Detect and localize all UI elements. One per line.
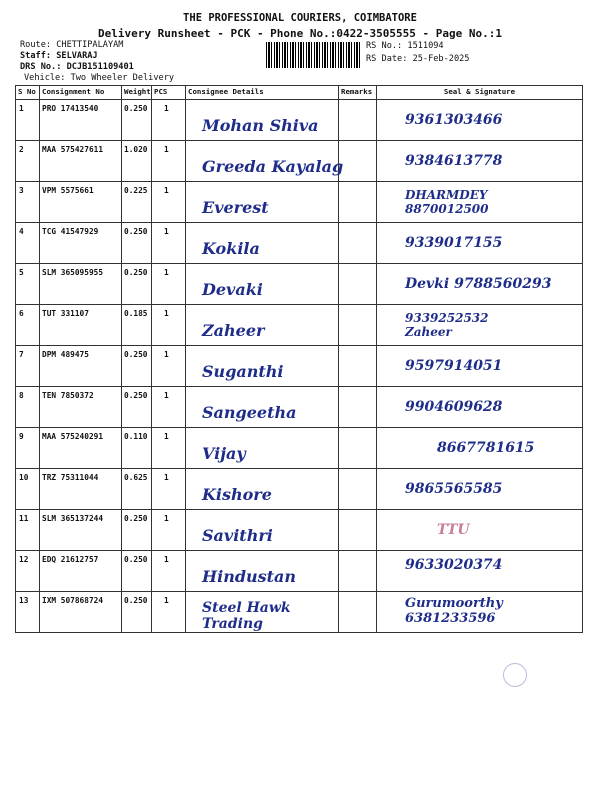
row-weight: 1.020 [124, 145, 148, 154]
row-pcs: 1 [164, 391, 169, 400]
row-weight: 0.250 [124, 391, 148, 400]
row-signature-handwriting: 9865565585 [405, 481, 503, 497]
row-consignee-handwriting: Greeda Kayalag [202, 157, 344, 176]
row-pcs: 1 [164, 227, 169, 236]
row-remarks [339, 264, 377, 305]
row-consignment: PRO 17413540 [42, 104, 99, 113]
table-row [16, 100, 583, 141]
row-sno: 10 [19, 473, 29, 482]
table-row [16, 346, 583, 387]
row-pcs: 1 [164, 555, 169, 564]
col-consignment: Consignment No [40, 86, 122, 100]
row-sno: 12 [19, 555, 29, 564]
table-header-row [16, 86, 583, 100]
row-signature-handwriting: Gurumoorthy 6381233596 [405, 596, 503, 626]
row-remarks [339, 182, 377, 223]
row-signature-handwriting: 9339017155 [405, 235, 503, 251]
row-consignment: MAA 575427611 [42, 145, 104, 154]
row-consignment: TCG 41547929 [42, 227, 99, 236]
table-row [16, 510, 583, 551]
row-sno: 4 [19, 227, 24, 236]
barcode [266, 42, 360, 68]
row-signature-handwriting: 9339252532 Zaheer [405, 311, 489, 339]
row-weight: 0.250 [124, 350, 148, 359]
row-weight: 0.250 [124, 227, 148, 236]
row-sno: 6 [19, 309, 24, 318]
row-consignee-handwriting: Vijay [202, 444, 246, 463]
row-pcs: 1 [164, 186, 169, 195]
row-consignee-handwriting: Kishore [202, 485, 272, 504]
row-pcs: 1 [164, 473, 169, 482]
row-consignee-handwriting: Devaki [202, 280, 263, 299]
row-sno: 11 [19, 514, 29, 523]
row-signature-handwriting: TTU [437, 522, 470, 538]
table-row [16, 428, 583, 469]
row-weight: 0.250 [124, 268, 148, 277]
row-remarks [339, 428, 377, 469]
row-sno: 5 [19, 268, 24, 277]
row-weight: 0.250 [124, 596, 148, 605]
row-weight: 0.250 [124, 514, 148, 523]
row-pcs: 1 [164, 596, 169, 605]
row-consignment: MAA 575240291 [42, 432, 104, 441]
row-sno: 13 [19, 596, 29, 605]
row-pcs: 1 [164, 514, 169, 523]
row-weight: 0.250 [124, 104, 148, 113]
row-remarks [339, 141, 377, 182]
staff: Staff: SELVARAJ [20, 51, 98, 61]
row-consignee-handwriting: Savithri [202, 526, 273, 545]
row-remarks [339, 469, 377, 510]
row-consignment: TRZ 75311044 [42, 473, 99, 482]
row-weight: 0.625 [124, 473, 148, 482]
row-pcs: 1 [164, 104, 169, 113]
row-sno: 2 [19, 145, 24, 154]
row-remarks [339, 223, 377, 264]
rs-number: RS No.: 1511094 [366, 41, 444, 51]
row-weight: 0.185 [124, 309, 148, 318]
row-remarks [339, 387, 377, 428]
row-signature-handwriting: 8667781615 [437, 440, 535, 456]
table-row [16, 264, 583, 305]
table-row [16, 469, 583, 510]
table-row [16, 387, 583, 428]
row-sno: 1 [19, 104, 24, 113]
row-consignee-handwriting: Sangeetha [202, 403, 297, 422]
row-consignee-handwriting: Everest [202, 198, 269, 217]
row-signature-handwriting: 9384613778 [405, 153, 503, 169]
row-sno: 8 [19, 391, 24, 400]
col-seal-signature: Seal & Signature [377, 86, 583, 100]
row-consignment: IXM 507868724 [42, 596, 104, 605]
row-remarks [339, 346, 377, 387]
row-consignment: SLM 365095955 [42, 268, 104, 277]
row-signature-handwriting: 9904609628 [405, 399, 503, 415]
row-pcs: 1 [164, 268, 169, 277]
row-weight: 0.225 [124, 186, 148, 195]
row-remarks [339, 305, 377, 346]
row-pcs: 1 [164, 145, 169, 154]
row-consignee-handwriting: Hindustan [202, 567, 297, 586]
row-consignment: VPM 5575661 [42, 186, 94, 195]
row-remarks [339, 551, 377, 592]
row-signature-handwriting: 9597914051 [405, 358, 503, 374]
row-sno: 7 [19, 350, 24, 359]
row-consignee-handwriting: Kokila [202, 239, 260, 258]
row-signature-handwriting: 9633020374 [405, 557, 503, 573]
row-sno: 9 [19, 432, 24, 441]
row-consignment: TUT 331107 [42, 309, 89, 318]
row-consignment: DPM 489475 [42, 350, 89, 359]
row-pcs: 1 [164, 350, 169, 359]
row-consignment: EDQ 21612757 [42, 555, 99, 564]
row-remarks [339, 100, 377, 141]
col-remarks: Remarks [339, 86, 377, 100]
drs-number: DRS No.: DCJB151109401 [20, 62, 134, 72]
table-row [16, 305, 583, 346]
stamp-mark [503, 663, 527, 687]
table-row [16, 182, 583, 223]
route: Route: CHETTIPALAYAM [20, 40, 124, 50]
row-consignment: TEN 7850372 [42, 391, 94, 400]
row-signature-handwriting: DHARMDEY 8870012500 [405, 188, 489, 216]
runsheet-table [15, 85, 583, 633]
row-signature-handwriting: Devki 9788560293 [405, 276, 552, 292]
row-consignee-handwriting: Steel Hawk Trading [202, 600, 291, 632]
row-pcs: 1 [164, 432, 169, 441]
rs-date: RS Date: 25-Feb-2025 [366, 54, 470, 64]
row-consignee-handwriting: Mohan Shiva [202, 116, 319, 135]
vehicle: Vehicle: Two Wheeler Delivery [24, 73, 175, 83]
col-sno: S No [16, 86, 40, 100]
row-consignment: SLM 365137244 [42, 514, 104, 523]
row-signature-handwriting: 9361303466 [405, 112, 503, 128]
table-row [16, 223, 583, 264]
row-consignee-handwriting: Zaheer [202, 321, 265, 340]
table-row [16, 141, 583, 182]
runsheet-title: Delivery Runsheet - PCK - Phone No.:0422-3505555 - Page No.:1 [98, 27, 502, 40]
table-row [16, 551, 583, 592]
row-consignee-handwriting: Suganthi [202, 362, 284, 381]
col-consignee: Consignee Details [186, 86, 339, 100]
row-weight: 0.250 [124, 555, 148, 564]
company-title: THE PROFESSIONAL COURIERS, COIMBATORE [183, 12, 417, 24]
row-sno: 3 [19, 186, 24, 195]
col-weight: Weight [122, 86, 152, 100]
row-weight: 0.110 [124, 432, 148, 441]
table-row [16, 592, 583, 633]
col-pcs: PCS [152, 86, 186, 100]
row-remarks [339, 592, 377, 633]
row-pcs: 1 [164, 309, 169, 318]
row-remarks [339, 510, 377, 551]
